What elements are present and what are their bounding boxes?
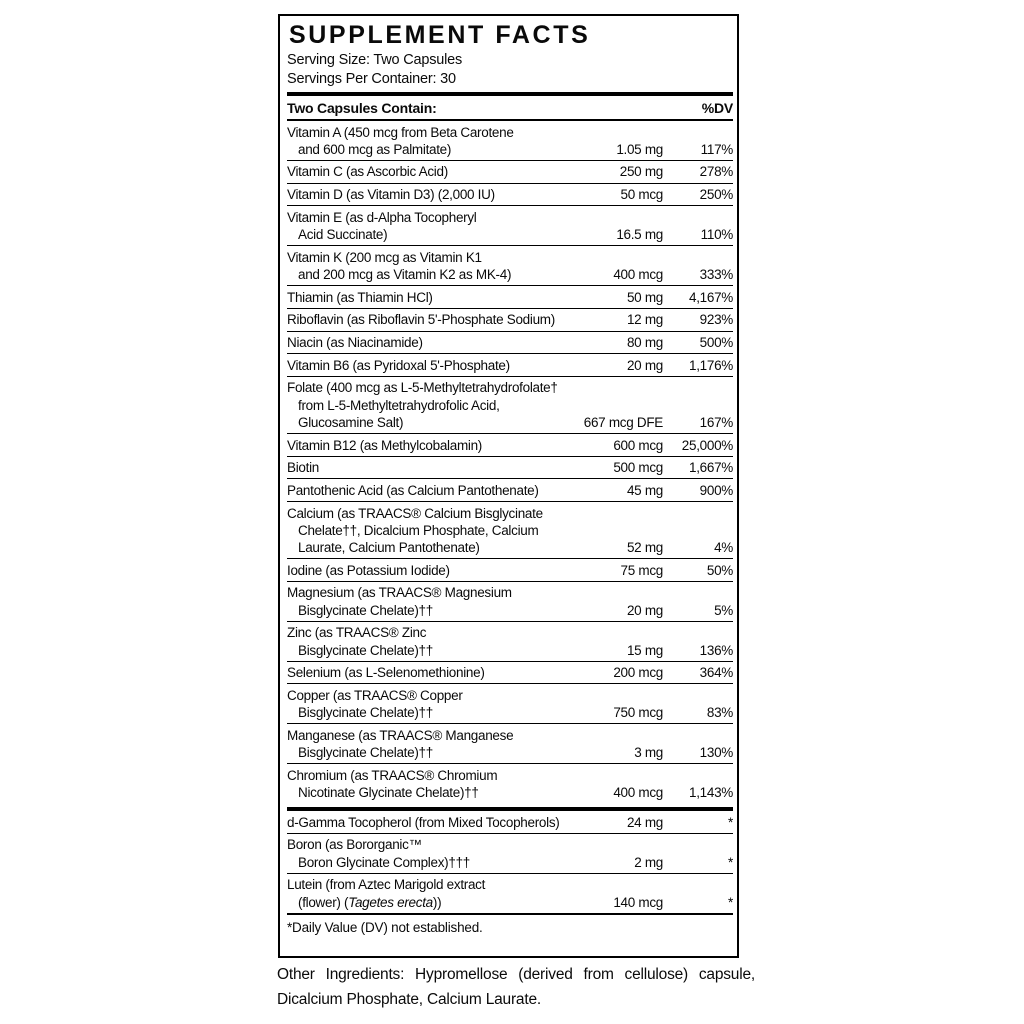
amount-value: 80 mg [626,335,663,351]
amount-value: 12 mg [626,312,663,328]
ingredient-name: Bisglycinate Chelate)†† [298,745,433,761]
amount-value: 50 mcg [620,187,663,203]
dv-value: 4,167% [689,289,733,305]
ingredient-name: Biotin [287,460,319,476]
amount-value: 2 mg [634,854,663,870]
nutrient-rows-extra [287,811,733,913]
amount-value: 20 mg [626,357,663,373]
ingredient-name: Niacin (as Niacinamide) [287,335,423,351]
table-row [287,205,733,245]
table-row [287,683,733,723]
amount-value: 140 mcg [613,894,663,910]
dv-value: * [728,814,733,830]
amount-value: 24 mg [626,814,663,830]
ingredient-name: Zinc (as TRAACS® Zinc [287,625,427,641]
ingredient-name: Manganese (as TRAACS® Manganese [287,727,514,743]
table-row [287,456,733,479]
dv-footnote: *Daily Value (DV) not established. [287,920,483,936]
dv-value: 25,000% [681,437,733,453]
amount-value: 3 mg [634,745,663,761]
ingredient-name: Vitamin K (200 mcg as Vitamin K1 [287,249,482,265]
contains-label: Two Capsules Contain: [287,99,437,116]
table-row [287,376,733,433]
ingredient-name: Bisglycinate Chelate)†† [298,705,433,721]
table-row [287,723,733,763]
amount-value: 500 mcg [613,460,663,476]
amount-value: 250 mg [619,164,663,180]
amount-value: 75 mcg [620,562,663,578]
table-row [287,833,733,873]
ingredient-name: Folate (400 mcg as L-5-Methyltetrahydrofolate† [287,380,558,396]
dv-value: 500% [699,335,733,351]
ingredient-name: Pantothenic Acid (as Calcium Pantothenate) [287,482,539,498]
dv-value: 136% [699,642,733,658]
table-row [287,661,733,684]
amount-value: 750 mcg [613,705,663,721]
table-row [287,581,733,621]
amount-value: 20 mg [626,602,663,618]
dv-value: 333% [699,266,733,282]
ingredient-name: Magnesium (as TRAACS® Magnesium [287,585,512,601]
dv-value: * [728,854,733,870]
amount-value: 50 mg [626,289,663,305]
ingredient-name: Chromium (as TRAACS® Chromium [287,767,498,783]
ingredient-name: Riboflavin (as Riboflavin 5'-Phosphate Sodium) [287,312,555,328]
table-row [287,160,733,183]
table-row [287,353,733,376]
ingredient-name: Copper (as TRAACS® Copper [287,687,463,703]
dv-value: 50% [706,562,733,578]
amount-value: 200 mcg [613,665,663,681]
dv-column-label: %DV [701,99,733,116]
ingredient-name: Lutein (from Aztec Marigold extract [287,877,486,893]
table-row [287,811,733,833]
ingredient-name: (flower) (Tagetes erecta)) [298,894,442,910]
panel-title: SUPPLEMENT FACTS [289,21,591,49]
servings-per-container: Servings Per Container: 30 [287,70,456,87]
ingredient-name: Bisglycinate Chelate)†† [298,642,433,658]
table-row [287,763,733,803]
serving-size: Serving Size: Two Capsules [287,52,463,68]
dv-value: 1,667% [689,460,733,476]
ingredient-name: Vitamin B12 (as Methylcobalamin) [287,437,482,453]
dv-value: 5% [714,602,733,618]
ingredient-name: Vitamin C (as Ascorbic Acid) [287,164,448,180]
table-row [287,285,733,308]
ingredient-name: Boron (as Bororganic™ [287,837,422,853]
ingredient-name: from L-5-Methyltetrahydrofolic Acid, [298,397,500,413]
table-row [287,621,733,661]
dv-value: 4% [714,540,733,556]
dv-value: 130% [699,745,733,761]
dv-value: 110% [700,227,733,243]
ingredient-name: Nicotinate Glycinate Chelate)†† [298,785,479,800]
nutrient-rows-main [287,121,733,803]
other-ingredients: Other Ingredients: Hypromellose (derived from cellulose) capsule, Dicalcium Phosphate, Calcium Laurate. [277,966,755,1008]
amount-value: 15 mg [626,642,663,658]
table-row [287,478,733,501]
amount-value: 1.05 mg [616,141,663,157]
amount-value: 52 mg [626,540,663,556]
ingredient-name: Iodine (as Potassium Iodide) [287,562,450,578]
table-row [287,433,733,456]
dv-value: 364% [699,665,733,681]
supplement-facts-panel [278,14,739,958]
table-row [287,558,733,581]
ingredient-name: Bisglycinate Chelate)†† [298,602,433,618]
ingredient-name: Vitamin E (as d-Alpha Tocopheryl [287,209,477,225]
ingredient-name: Vitamin B6 (as Pyridoxal 5'-Phosphate) [287,357,510,373]
dv-value: 923% [699,312,733,328]
amount-value: 400 mcg [613,266,663,282]
amount-value: 45 mg [626,482,663,498]
table-row [287,183,733,206]
amount-value: 400 mcg [613,785,663,800]
table-row [287,308,733,331]
table-row [287,501,733,558]
dv-value: 278% [699,164,733,180]
ingredient-name: Thiamin (as Thiamin HCl) [287,289,433,305]
dv-value: 1,176% [689,357,733,373]
table-row [287,331,733,354]
dv-value: 250% [699,187,733,203]
table-row [287,245,733,285]
dv-value: 117% [700,141,733,157]
ingredient-name: Vitamin A (450 mcg from Beta Carotene [287,124,514,140]
table-row [287,873,733,913]
ingredient-name: Laurate, Calcium Pantothenate) [298,540,480,556]
ingredient-name: Calcium (as TRAACS® Calcium Bisglycinate [287,505,543,521]
ingredient-name: Glucosamine Salt) [298,414,404,430]
table-row [287,121,733,160]
dv-value: * [728,894,733,910]
ingredient-name: d-Gamma Tocopherol (from Mixed Tocopherols) [287,814,560,830]
column-header [287,96,733,119]
amount-value: 667 mcg DFE [583,414,663,430]
ingredient-name: Chelate††, Dicalcium Phosphate, Calcium [298,522,539,538]
dv-value: 1,143% [689,785,733,800]
amount-value: 600 mcg [613,437,663,453]
dv-value: 900% [699,482,733,498]
ingredient-name: Selenium (as L-Selenomethionine) [287,665,485,681]
ingredient-name: Boron Glycinate Complex)††† [298,854,470,870]
ingredient-name: Vitamin D (as Vitamin D3) (2,000 IU) [287,187,495,203]
amount-value: 16.5 mg [616,227,663,243]
ingredient-name: and 600 mcg as Palmitate) [298,141,452,157]
ingredient-name: and 200 mcg as Vitamin K2 as MK-4) [298,266,512,282]
dv-value: 167% [699,414,733,430]
dv-value: 83% [706,705,733,721]
ingredient-name: Acid Succinate) [298,227,388,243]
